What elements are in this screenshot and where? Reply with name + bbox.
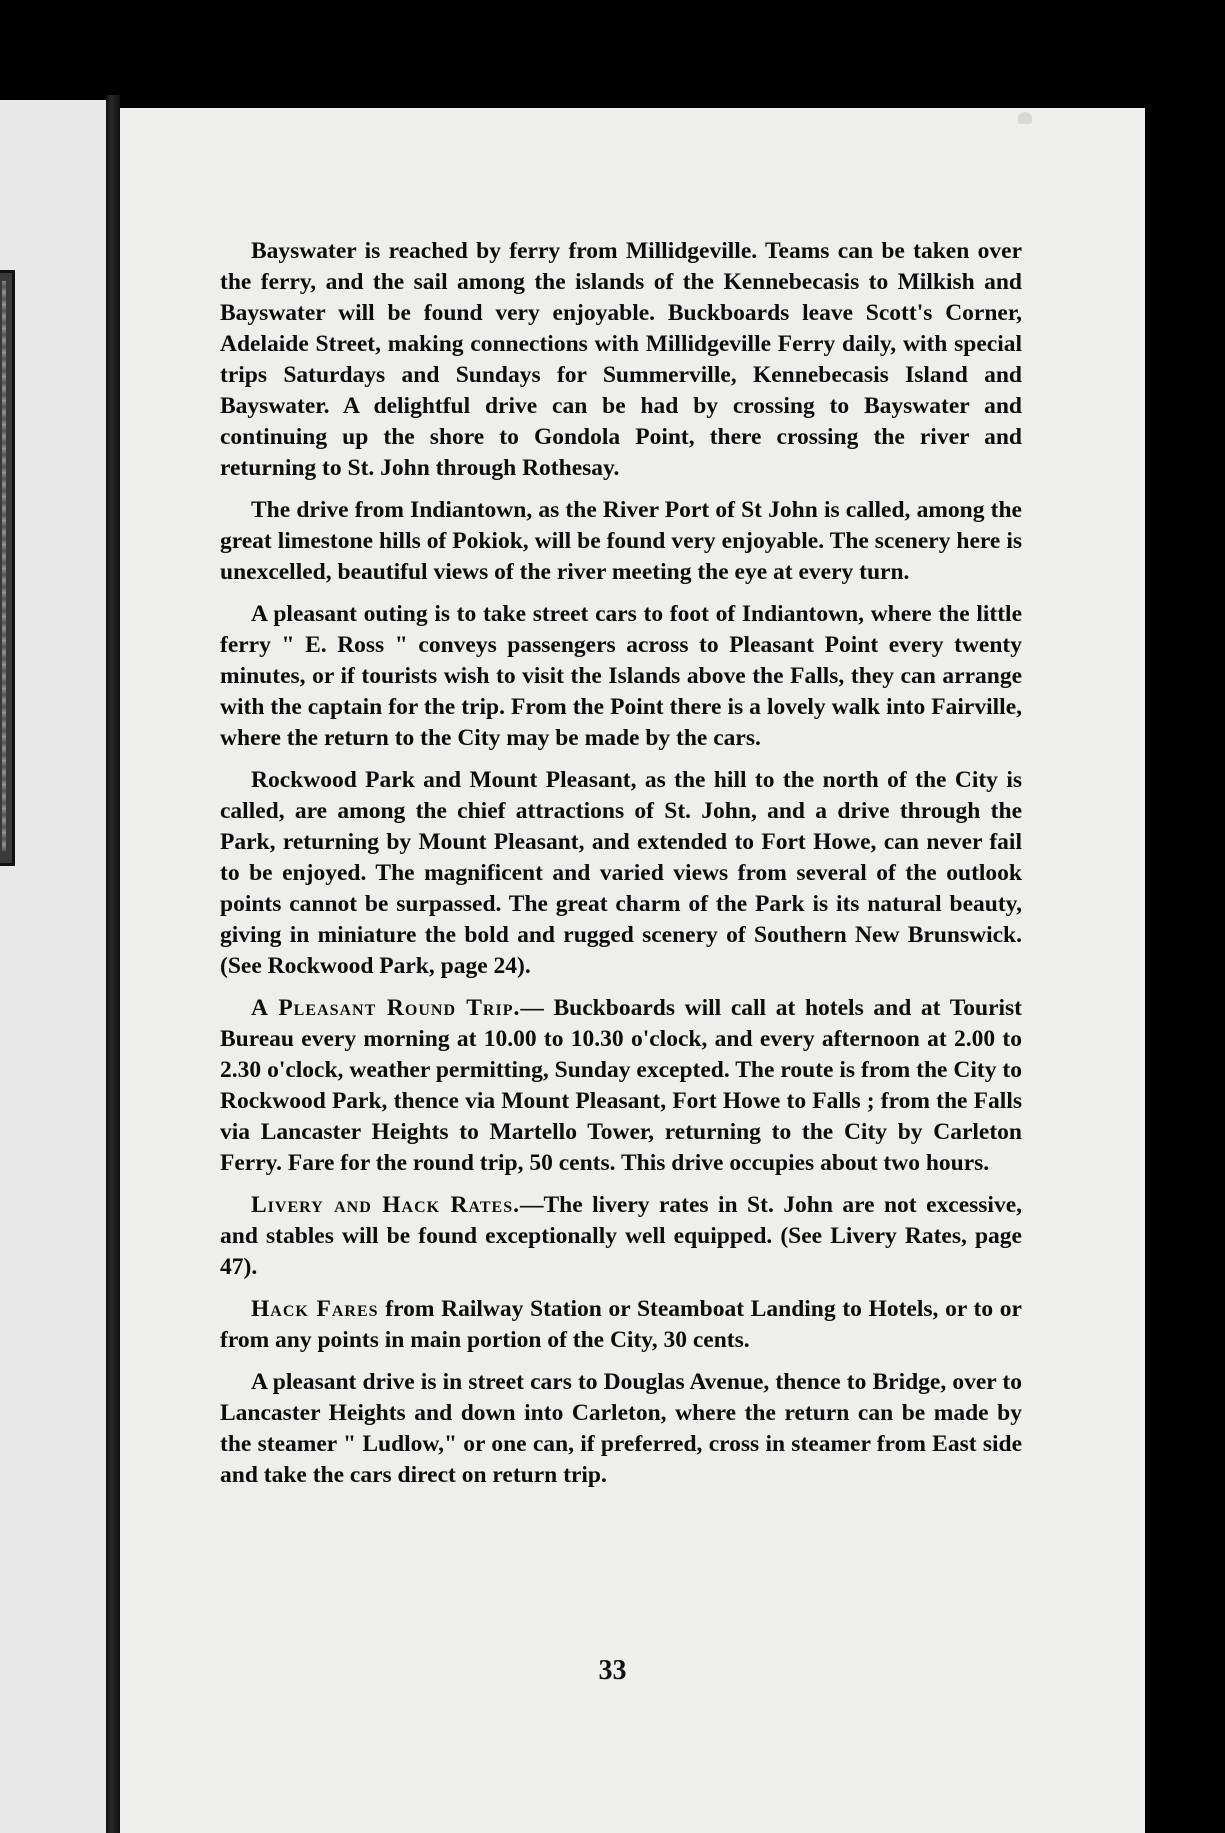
paragraph-douglas-avenue: A pleasant drive is in street cars to Douglas Avenue, thence to Bridge, over to Lancaster Heights and down into Carleton, where the return can be made by the steamer " Ludlow," or one can, if preferred, cross in steamer from East side and take the cars direct on return trip.: [220, 1369, 1022, 1488]
round-trip-heading: A Pleasant Round Trip.: [251, 995, 521, 1021]
paragraph-rockwood-park: Rockwood Park and Mount Pleasant, as the hill to the north of the City is called, are among the chief attractions of St. John, and a drive through the Park, returning by Mount Pleasant, and extended to Fort Howe, can never fail to be enjoyed. The magnificent and varied views from several of the outlook points cannot be surpassed. The great charm of the Park is its natural beauty, giving in miniature the bold and rugged scenery of Southern New Brunswick. (See Rockwood Park, page 24).: [220, 767, 1022, 979]
paragraph-hack-fares: [220, 1294, 1022, 1356]
paragraph-pleasant-outing: A pleasant outing is to take street cars to foot of Indiantown, where the little ferry " E. Ross " conveys passengers across to Pleasant Point every twenty minutes, or if tourists wish to visit the Islands above the Falls, they can arrange with the captain for the trip. From the Point there is a lovely walk into Fairville, where the return to the City may be made by the cars.: [220, 601, 1022, 751]
facing-plate-edge: [0, 270, 15, 866]
page-number: 33: [598, 1655, 627, 1686]
paragraph-indiantown-drive: The drive from Indiantown, as the River Port of St John is called, among the great limestone hills of Pokiok, will be found very enjoyable. The scenery here is unexcelled, beautiful views of the river meeting the eye at every turn.: [220, 497, 1022, 585]
book-binding-gutter: [106, 95, 120, 1833]
ink-blot: [1018, 112, 1032, 124]
facing-page-edge: [0, 100, 112, 1833]
hack-fares-text: from Railway Station or Steamboat Landing to Hotels, or to or from any points in main portion of the City, 30 cents.: [220, 1296, 1022, 1353]
hack-fares-heading: Hack Fares: [251, 1296, 379, 1322]
livery-heading: Livery and Hack Rates.: [251, 1192, 520, 1218]
paragraph-round-trip: [220, 993, 1022, 1179]
page-text: [220, 236, 1022, 1502]
paragraph-livery-rates: [220, 1190, 1022, 1283]
livery-text: —The livery rates in St. John are not excessive, and stables will be found exceptionally well equipped. (See Livery Rates, page 47).: [220, 1192, 1022, 1280]
paragraph-bayswater: Bayswater is reached by ferry from Millidgeville. Teams can be taken over the ferry, and the sail among the islands of the Kennebecasis to Milkish and Bayswater will be found very enjoyable. Buckboards leave Scott's Corner, Adelaide Street, making connections with Millidgeville Ferry daily, with special trips Saturdays and Sundays for Summerville, Kennebecasis Island and Bayswater. A delightful drive can be had by crossing to Bayswater and continuing up the shore to Gondola Point, there crossing the river and returning to St. John through Rothesay.: [220, 238, 1022, 481]
round-trip-text: — Buckboards will call at hotels and at Tourist Bureau every morning at 10.00 to 10.30 o'clock, and every afternoon at 2.00 to 2.30 o'clock, weather permitting, Sunday excepted. The route is from the City to Rockwood Park, thence via Mount Pleasant, Fort Howe to Falls ; from the Falls via Lancaster Heights to Martello Tower, returning to the City by Carleton Ferry. Fare for the round trip, 50 cents. This drive occupies about two hours.: [220, 995, 1022, 1176]
